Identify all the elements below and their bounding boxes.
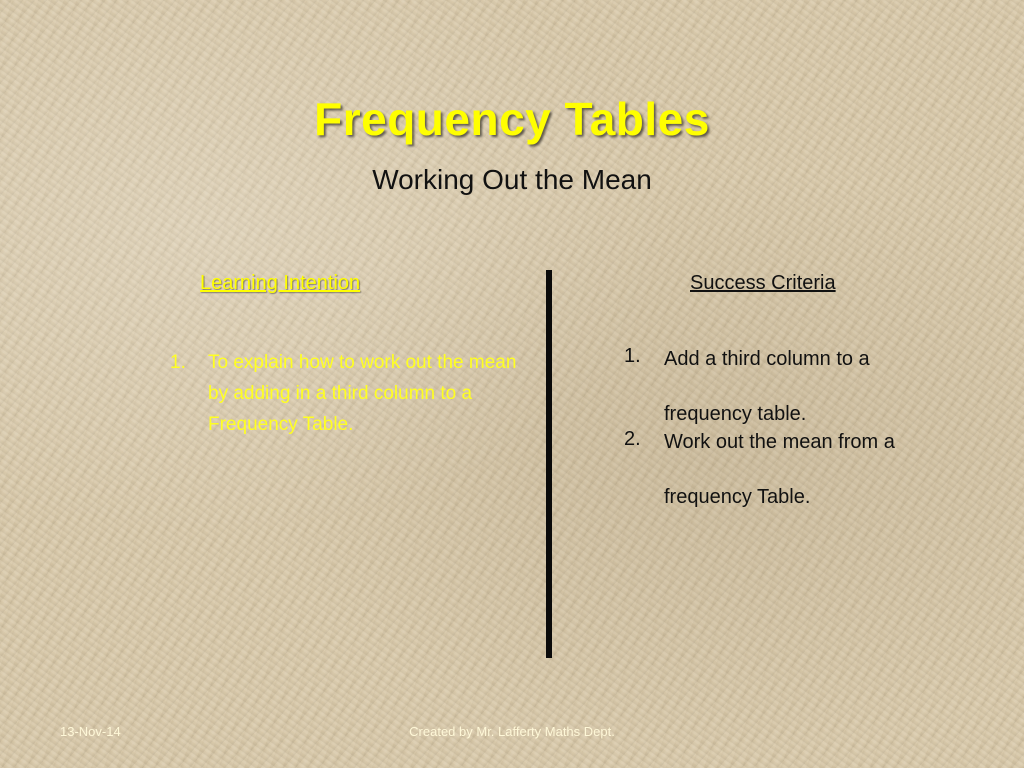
list-item-number: 2. — [624, 428, 641, 450]
list-item-line: Add a third column to a — [664, 348, 870, 370]
learning-intention-heading: Learning Intention — [200, 272, 361, 294]
list-item — [170, 347, 530, 440]
column-divider — [546, 270, 552, 658]
success-criteria-list — [624, 345, 994, 511]
slide-title: Frequency Tables — [314, 93, 710, 145]
list-item — [624, 345, 994, 428]
list-item — [624, 428, 994, 511]
list-item-line: Work out the mean from a — [664, 431, 895, 453]
learning-intention-list — [170, 347, 530, 440]
list-item-line: frequency Table. — [664, 486, 811, 508]
list-item-text — [664, 428, 895, 511]
success-criteria-heading: Success Criteria — [690, 272, 836, 294]
list-item-number: 1. — [170, 352, 186, 373]
slide-subtitle: Working Out the Mean — [372, 164, 652, 195]
footer-date: 13-Nov-14 — [60, 724, 121, 739]
list-item-line: frequency table. — [664, 403, 807, 425]
list-item-number: 1. — [624, 345, 641, 367]
list-item-text — [664, 345, 870, 428]
footer-credit: Created by Mr. Lafferty Maths Dept. — [409, 724, 615, 739]
list-item-text: To explain how to work out the mean by adding in a third column to a Frequency Table. — [208, 352, 517, 435]
